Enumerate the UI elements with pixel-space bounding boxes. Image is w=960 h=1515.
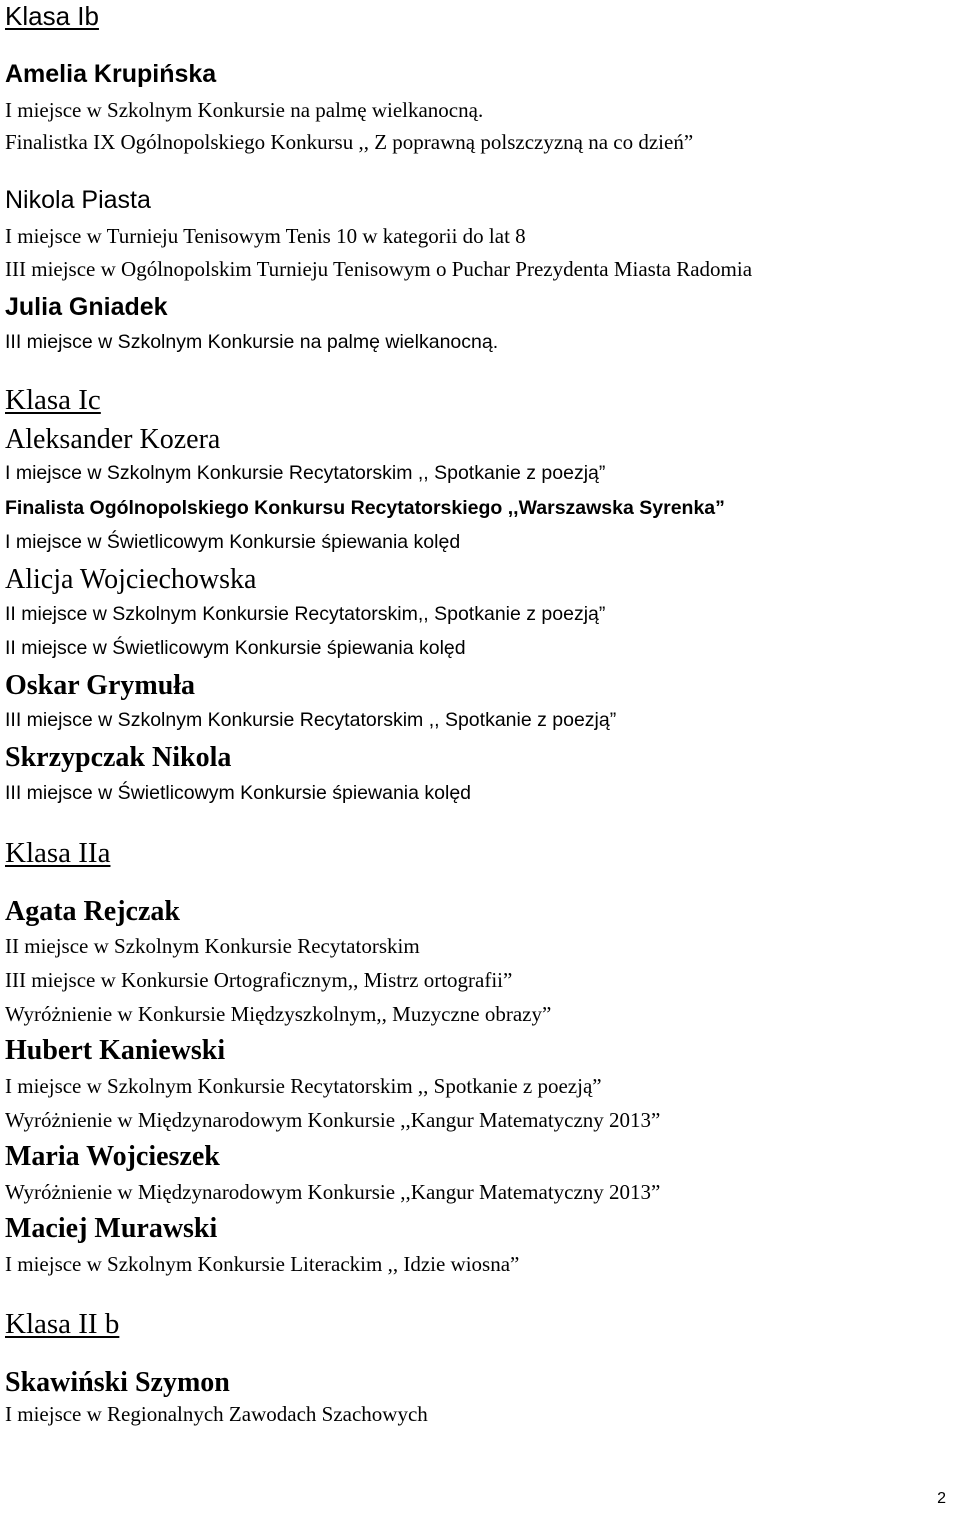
student-name: Skrzypczak Nikola [5, 742, 232, 773]
achievement-line: II miejsce w Świetlicowym Konkursie śpiewania kolęd [5, 637, 466, 659]
achievement-line: I miejsce w Świetlicowym Konkursie śpiewania kolęd [5, 531, 461, 553]
achievement-line: III miejsce w Ogólnopolskim Turnieju Tenisowym o Puchar Prezydenta Miasta Radomia [5, 257, 753, 281]
achievement-line: III miejsce w Świetlicowym Konkursie śpiewania kolęd [5, 782, 472, 804]
achievement-line: Wyróżnienie w Międzynarodowym Konkursie ,,Kangur Matematyczny 2013” [5, 1180, 661, 1204]
student-name: Amelia Krupińska [5, 60, 217, 88]
student-name: Alicja Wojciechowska [5, 564, 257, 595]
section-heading-klasa-iia: Klasa IIa [5, 837, 111, 869]
student-name: Nikola Piasta [5, 186, 151, 214]
achievement-line: I miejsce w Turnieju Tenisowym Tenis 10 w kategorii do lat 8 [5, 224, 526, 248]
achievement-line: I miejsce w Szkolnym Konkursie na palmę wielkanocną. [5, 98, 484, 122]
student-name: Aleksander Kozera [5, 424, 221, 455]
student-name: Hubert Kaniewski [5, 1035, 226, 1066]
student-name: Skawiński Szymon [5, 1367, 230, 1398]
section-heading-klasa-iib: Klasa II b [5, 1308, 120, 1340]
page-number: 2 [937, 1490, 946, 1507]
achievement-line: III miejsce w Szkolnym Konkursie Recytatorskim ,, Spotkanie z poezją” [5, 709, 617, 731]
achievement-line: I miejsce w Szkolnym Konkursie Literackim ,, Idzie wiosna” [5, 1252, 520, 1276]
student-name: Julia Gniadek [5, 293, 168, 321]
achievement-line: Finalistka IX Ogólnopolskiego Konkursu ,, Z poprawną polszczyzną na co dzień” [5, 130, 694, 154]
achievement-line: II miejsce w Szkolnym Konkursie Recytatorskim,, Spotkanie z poezją” [5, 603, 606, 625]
section-heading-klasa-ic: Klasa Ic [5, 384, 101, 416]
achievement-line: Wyróżnienie w Międzynarodowym Konkursie ,,Kangur Matematyczny 2013” [5, 1108, 661, 1132]
achievement-line: I miejsce w Szkolnym Konkursie Recytatorskim ,, Spotkanie z poezją” [5, 1074, 602, 1098]
student-name: Maciej Murawski [5, 1213, 218, 1244]
achievement-line: I miejsce w Szkolnym Konkursie Recytatorskim ,, Spotkanie z poezją” [5, 462, 606, 484]
student-name: Maria Wojcieszek [5, 1141, 220, 1172]
achievement-line: III miejsce w Szkolnym Konkursie na palmę wielkanocną. [5, 331, 499, 353]
student-name: Agata Rejczak [5, 896, 180, 927]
achievement-line: Finalista Ogólnopolskiego Konkursu Recytatorskiego ,,Warszawska Syrenka” [5, 497, 725, 519]
achievement-line: Wyróżnienie w Konkursie Międzyszkolnym,, Muzyczne obrazy” [5, 1002, 552, 1026]
section-heading-klasa-ib: Klasa Ib [5, 1, 99, 31]
student-name: Oskar Grymuła [5, 670, 196, 701]
achievement-line: I miejsce w Regionalnych Zawodach Szachowych [5, 1402, 428, 1426]
achievement-line: III miejsce w Konkursie Ortograficznym,, Mistrz ortografii” [5, 968, 513, 992]
achievement-line: II miejsce w Szkolnym Konkursie Recytatorskim [5, 934, 420, 958]
